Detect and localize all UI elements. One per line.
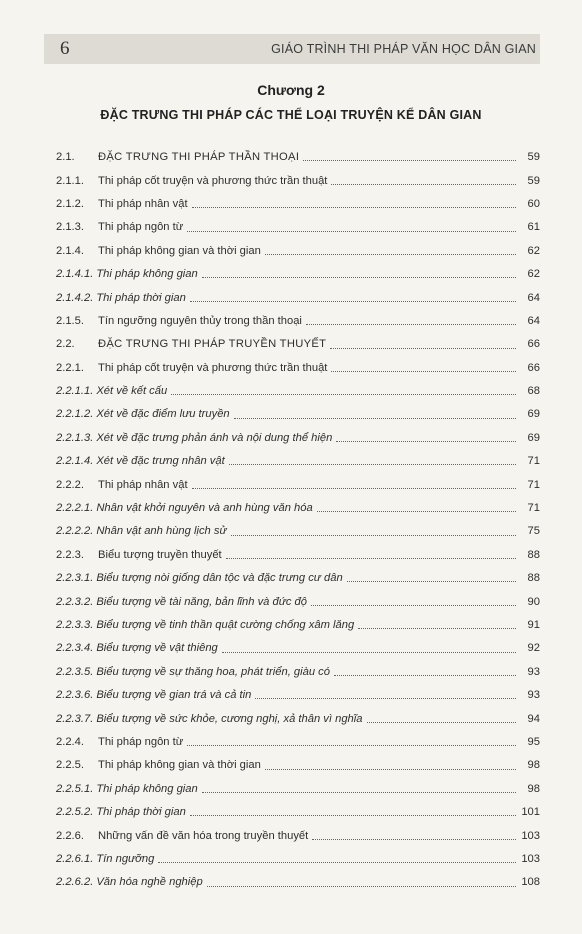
- toc-entry: [56, 678, 540, 701]
- toc-entry-title: Biểu tượng về vật thiêng: [96, 642, 218, 655]
- toc-entry-title: Thi pháp nhân vật: [98, 478, 188, 491]
- toc-entry-page: 88: [527, 548, 540, 561]
- toc-entry-page: 103: [521, 852, 540, 865]
- toc-entry-title: Thi pháp thời gian: [96, 291, 186, 304]
- toc-dot-leader: [190, 815, 516, 816]
- toc-entry-page: 95: [527, 735, 540, 748]
- toc-dot-leader: [265, 769, 516, 770]
- toc-entry-page: 69: [527, 431, 540, 444]
- toc-entry-number: 2.2.2.2.: [56, 525, 94, 538]
- toc-entry: [56, 351, 540, 374]
- toc-entry-title: Xét về đặc trưng nhân vật: [96, 455, 225, 468]
- toc-entry-page: 71: [527, 478, 540, 491]
- toc-entry-number: 2.2.1.2.: [56, 408, 94, 421]
- toc-entry: [56, 234, 540, 257]
- toc-entry-page: 93: [527, 689, 540, 702]
- toc-entry-title: Biểu tượng về sức khỏe, cương nghị, xả thân vì nghĩa: [96, 712, 363, 725]
- toc-entry-page: 98: [527, 782, 540, 795]
- toc-entry: [56, 795, 540, 818]
- toc-entry-number: 2.2.3.4.: [56, 642, 94, 655]
- toc-entry-title: Thi pháp cốt truyện và phương thức trần thuật: [98, 174, 328, 187]
- toc-dot-leader: [187, 745, 516, 746]
- toc-entry-title: Biểu tượng về tài năng, bản lĩnh và đức độ: [96, 595, 307, 608]
- toc-dot-leader: [255, 698, 516, 699]
- toc-entry-number: 2.2.: [56, 338, 75, 351]
- toc-entry: [56, 163, 540, 186]
- toc-dot-leader: [358, 628, 516, 629]
- toc-entry-page: 93: [527, 665, 540, 678]
- toc-entry-page: 75: [527, 525, 540, 538]
- toc-entry-page: 64: [527, 314, 540, 327]
- toc-entry-title: Thi pháp không gian: [96, 268, 198, 281]
- toc-dot-leader: [312, 839, 516, 840]
- toc-entry: [56, 444, 540, 467]
- toc-entry: [56, 514, 540, 537]
- toc-entry: [56, 304, 540, 327]
- toc-entry-title: Biểu tượng về tinh thần quật cường chống xâm lăng: [96, 619, 355, 631]
- toc-entry-number: 2.2.1.1.: [56, 385, 94, 398]
- toc-entry-page: 71: [527, 502, 540, 515]
- toc-entry-page: 108: [521, 876, 540, 889]
- toc-entry-number: 2.2.3.7.: [56, 712, 94, 725]
- book-title: GIÁO TRÌNH THI PHÁP VĂN HỌC DÂN GIAN: [271, 42, 536, 56]
- toc-dot-leader: [187, 231, 516, 232]
- toc-dot-leader: [231, 535, 516, 536]
- toc-entry-title: Thi pháp nhân vật: [98, 197, 188, 210]
- toc-dot-leader: [229, 464, 516, 465]
- toc-entry: [56, 865, 540, 888]
- toc-entry-number: 2.1.4.1.: [56, 268, 94, 281]
- toc-entry: [56, 584, 540, 607]
- toc-entry-page: 66: [527, 338, 540, 351]
- toc-entry: [56, 608, 540, 631]
- toc-entry-page: 88: [527, 572, 540, 585]
- toc-entry-page: 60: [527, 197, 540, 210]
- toc-entry: [56, 631, 540, 654]
- toc-entry-page: 62: [527, 244, 540, 257]
- toc-entry-page: 66: [527, 361, 540, 374]
- toc-entry-number: 2.1.4.: [56, 244, 84, 257]
- chapter-label: Chương 2: [257, 82, 325, 98]
- toc-entry-title: Biểu tượng truyền thuyết: [98, 548, 222, 561]
- toc-entry-number: 2.2.1.4.: [56, 455, 94, 468]
- toc-entry: [56, 725, 540, 748]
- toc-dot-leader: [336, 441, 516, 442]
- toc-entry: [56, 140, 540, 163]
- toc-dot-leader: [171, 394, 516, 395]
- toc-entry-number: 2.2.2.: [56, 478, 84, 491]
- toc-dot-leader: [190, 301, 516, 302]
- toc-entry-number: 2.2.3.5.: [56, 665, 94, 678]
- toc-entry-title: Thi pháp ngôn từ: [98, 221, 184, 234]
- toc-entry-page: 68: [527, 385, 540, 398]
- toc-entry: [56, 327, 540, 350]
- page-number: 6: [60, 38, 70, 59]
- toc-entry-number: 2.1.4.2.: [56, 291, 94, 304]
- toc-dot-leader: [306, 324, 516, 325]
- toc-entry-number: 2.2.3.3.: [56, 619, 94, 631]
- toc-dot-leader: [202, 792, 516, 793]
- toc-entry-page: 92: [527, 642, 540, 655]
- toc-dot-leader: [367, 722, 517, 723]
- toc-entry: [56, 467, 540, 490]
- toc-entry-number: 2.2.3.: [56, 548, 84, 561]
- toc-entry-title: Nhân vật anh hùng lịch sử: [96, 525, 227, 538]
- toc-entry-number: 2.1.1.: [56, 174, 84, 187]
- toc-entry-page: 61: [527, 221, 540, 234]
- toc-dot-leader: [192, 488, 516, 489]
- toc-entry-page: 62: [527, 268, 540, 281]
- toc-dot-leader: [303, 160, 516, 161]
- toc-entry-page: 91: [527, 619, 540, 631]
- toc-entry: [56, 257, 540, 280]
- toc-entry-title: Thi pháp ngôn từ: [98, 735, 184, 748]
- toc-entry-number: 2.2.1.3.: [56, 431, 94, 444]
- toc-entry-number: 2.1.5.: [56, 314, 84, 327]
- toc-entry-title: Thi pháp thời gian: [96, 806, 186, 819]
- toc-dot-leader: [265, 254, 516, 255]
- toc-entry-number: 2.2.6.2.: [56, 876, 94, 889]
- toc-dot-leader: [330, 348, 516, 349]
- toc-entry-title: ĐẶC TRƯNG THI PHÁP THẦN THOẠI: [98, 151, 300, 164]
- running-header: [44, 34, 540, 64]
- toc-entry-number: 2.1.2.: [56, 197, 84, 210]
- toc-entry-title: Thi pháp cốt truyện và phương thức trần thuật: [98, 361, 328, 374]
- table-of-contents: [56, 140, 540, 889]
- toc-dot-leader: [158, 862, 516, 863]
- toc-entry-number: 2.2.5.1.: [56, 782, 94, 795]
- toc-entry-number: 2.1.3.: [56, 221, 84, 234]
- toc-entry-title: Biểu tượng nòi giống dân tộc và đặc trưng cư dân: [96, 572, 343, 585]
- toc-entry-number: 2.2.6.: [56, 829, 84, 842]
- toc-entry-title: Biểu tượng về gian trá và cả tin: [96, 689, 252, 702]
- toc-entry: [56, 491, 540, 514]
- toc-entry-number: 2.2.5.2.: [56, 806, 94, 819]
- toc-dot-leader: [202, 277, 516, 278]
- toc-entry: [56, 421, 540, 444]
- toc-entry: [56, 374, 540, 397]
- toc-dot-leader: [347, 581, 516, 582]
- toc-entry-page: 98: [527, 759, 540, 772]
- toc-entry: [56, 397, 540, 420]
- toc-entry: [56, 561, 540, 584]
- toc-entry-title: Biểu tượng về sự thăng hoa, phát triển, giàu có: [96, 665, 330, 678]
- toc-entry: [56, 210, 540, 233]
- toc-dot-leader: [192, 207, 516, 208]
- toc-entry: [56, 772, 540, 795]
- toc-dot-leader: [222, 652, 516, 653]
- toc-dot-leader: [234, 418, 516, 419]
- toc-entry-page: 71: [527, 455, 540, 468]
- toc-entry: [56, 748, 540, 771]
- toc-entry-number: 2.1.: [56, 151, 75, 164]
- toc-entry-title: Thi pháp không gian và thời gian: [98, 759, 261, 772]
- toc-entry: [56, 538, 540, 561]
- toc-entry-number: 2.2.2.1.: [56, 502, 94, 515]
- toc-entry-page: 64: [527, 291, 540, 304]
- toc-entry-title: Những vấn đề văn hóa trong truyền thuyết: [98, 829, 309, 842]
- toc-entry: [56, 701, 540, 724]
- toc-entry: [56, 842, 540, 865]
- toc-entry: [56, 818, 540, 841]
- toc-entry-page: 94: [527, 712, 540, 725]
- toc-entry-page: 69: [527, 408, 540, 421]
- toc-entry-number: 2.2.3.1.: [56, 572, 94, 585]
- toc-entry: [56, 280, 540, 303]
- toc-dot-leader: [334, 675, 516, 676]
- toc-entry-page: 90: [527, 595, 540, 608]
- toc-entry-number: 2.2.5.: [56, 759, 84, 772]
- toc-entry-title: Tín ngưỡng nguyên thủy trong thần thoại: [98, 314, 302, 327]
- toc-entry-page: 59: [527, 174, 540, 187]
- toc-dot-leader: [226, 558, 516, 559]
- toc-entry-title: Thi pháp không gian: [96, 782, 198, 795]
- toc-dot-leader: [207, 886, 516, 887]
- toc-entry-title: ĐẶC TRƯNG THI PHÁP TRUYỀN THUYẾT: [98, 338, 327, 351]
- toc-entry-number: 2.2.3.2.: [56, 595, 94, 608]
- toc-entry-title: Thi pháp không gian và thời gian: [98, 244, 261, 257]
- toc-entry-title: Văn hóa nghề nghiệp: [96, 876, 203, 889]
- toc-dot-leader: [317, 511, 516, 512]
- toc-entry: [56, 655, 540, 678]
- toc-dot-leader: [331, 371, 516, 372]
- toc-entry-number: 2.2.6.1.: [56, 852, 94, 865]
- toc-entry: [56, 187, 540, 210]
- toc-entry-title: Tín ngưỡng: [96, 852, 155, 865]
- toc-dot-leader: [331, 184, 516, 185]
- toc-entry-title: Xét về đặc trưng phản ánh và nội dung thể hiện: [96, 431, 333, 444]
- toc-entry-number: 2.2.3.6.: [56, 689, 94, 702]
- toc-entry-title: Nhân vật khởi nguyên và anh hùng văn hóa: [96, 502, 313, 515]
- toc-dot-leader: [311, 605, 516, 606]
- chapter-title: ĐẶC TRƯNG THI PHÁP CÁC THỂ LOẠI TRUYỆN KỂ DÂN GIAN: [100, 108, 482, 122]
- toc-entry-page: 101: [521, 806, 540, 819]
- toc-entry-page: 103: [521, 829, 540, 842]
- toc-entry-title: Xét về kết cấu: [96, 385, 168, 398]
- toc-entry-page: 59: [527, 151, 540, 164]
- toc-entry-number: 2.2.1.: [56, 361, 84, 374]
- toc-entry-number: 2.2.4.: [56, 735, 84, 748]
- toc-entry-title: Xét về đặc điểm lưu truyền: [96, 408, 230, 421]
